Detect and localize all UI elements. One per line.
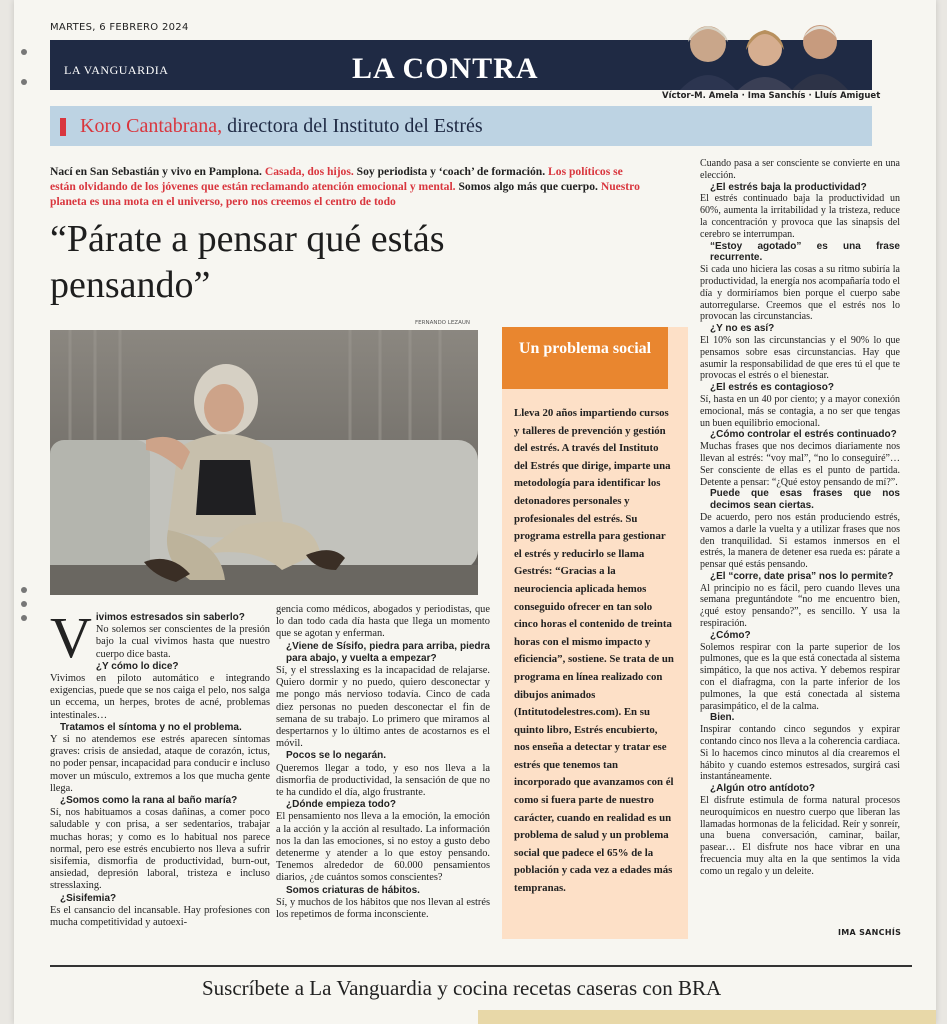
interview-answer: El 10% son las circunstancias y el 90% lo que pensamos sobre esas circunstancias. Hay que asumir la responsabilidad de que eres tú el que te provocas el estrés o el bienestar.	[700, 334, 900, 382]
interview-answer: Si cada uno hiciera las cosas a su ritmo subiría la productividad, la energía nos acompañaría todo el día y dormiríamos bien porque el cuerpo sabe autorregularse. Creemos que el estrés nos lo provocan las circunstancias.	[700, 264, 900, 323]
intro-segment: Nuestro planeta es una mota en el universo, pero nos creemos el centro de todo	[50, 180, 640, 208]
interview-question: ¿Algún otro antídoto?	[710, 783, 815, 795]
authors-byline: Víctor-M. Amela · Ima Sanchís · Lluís Amiguet	[662, 91, 881, 101]
sidebar-box-title: Un problema social	[518, 340, 652, 357]
interview-question: ¿El estrés es contagioso?	[710, 382, 834, 394]
interviewee-name: Koro Cantabrana,	[80, 115, 223, 137]
interview-question: Somos criaturas de hábitos.	[286, 884, 420, 896]
interview-question: Pocos se lo negarán.	[286, 750, 387, 762]
interview-answer: Al principio no es fácil, pero cuando lleves una semana preguntándote “no me encuentro bien, ¿qué estoy pensando?”, es sencillo. Y usa la respiración.	[700, 582, 900, 630]
interview-answer: El pensamiento nos lleva a la emoción, la emoción a la acción y la acción al resultado. La información nos la dan las emociones, si no estoy a gusto debo detenerme y atender a lo que estoy pensando. Tenemos alrededor de 60.000 pensamientos diarios, ¿de cuántos somos conscientes?	[276, 811, 490, 884]
interview-question: Tratamos el síntoma y no el problema.	[60, 721, 242, 733]
interview-answer: Queremos llegar a todo, y eso nos lleva a la dismorfia de productividad, la sensación de que no te ha cundido el día, algo frustrante.	[276, 762, 490, 799]
interview-question: ¿Dónde empieza todo?	[286, 799, 396, 811]
interview-question: ¿Cómo?	[710, 629, 751, 641]
interviewee-bar	[50, 106, 872, 146]
intro-segment: Los políticos se están olvidando de los jóvenes que están reclamando atención emocional y mental.	[50, 165, 623, 193]
interview-question: ¿Cómo controlar el estrés continuado?	[710, 429, 897, 441]
headline: “Párate a pensar qué estás pensando”	[50, 218, 445, 306]
interview-question: Puede que esas frases que nos decimos sean ciertas.	[710, 488, 900, 512]
interview-question: ¿El “corre, date prisa” nos lo permite?	[710, 570, 894, 582]
interview-answer: Vivimos en piloto automático e integrando exigencias, puede que se nos caiga el pelo, nos salga un eccema, un herpes, brotes de acné, problemas intestinales…	[50, 673, 270, 721]
interview-answer: Cuando pasa a ser consciente se convierte en una elección.	[700, 158, 900, 181]
binder-hole	[21, 587, 27, 593]
sidebar-box-text: Lleva 20 años impartiendo cursos y talleres de prevención y gestión del estrés. A través del Instituto del Estrés que dirige, imparte una metodología para identificar los detonadores personales y profesionales del estrés. Su programa estrella para gestionar el estrés y reducirlo se llama Gestrés: “Gracias a la neurociencia aplicada hemos conseguido ofrecer en tan solo cinco horas el contenido de treinta horas con el mismo impacto y eficiencia”, sostiene. Se trata de un programa en línea realizado con dibujos animados (Intitutodelestres.com). En su quinto libro, Estrés encubierto, nos enseña a detectar y tratar ese estrés que tenemos tan incorporado que avanzamos con él como si fuera parte de nuestro carácter, cuando en realidad es un problema de salud y un problema social que padece el 65% de la población y cada vez a edades más tempranas.	[514, 407, 674, 895]
interview-question: ¿Sisifemia?	[60, 892, 117, 904]
interview-answer: De acuerdo, pero nos están produciendo estrés, vamos a darle la vuelta y a utilizar frases que nos den tranquilidad. Si estamos inmersos en el estrés, la manera de detener esa rueda es: párate a pensar qué estás pensando.	[700, 511, 900, 571]
interviewee-heading	[80, 115, 483, 138]
article-column-4	[700, 158, 900, 878]
binder-hole	[21, 79, 27, 85]
advert-strip	[478, 1010, 936, 1024]
binder-hole	[21, 49, 27, 55]
interview-question: ¿Y no es así?	[710, 323, 775, 335]
interview-answer: No solemos ser conscientes de la presión bajo la cual vivimos hasta que nuestro cuerpo dice basta.	[95, 624, 270, 660]
interview-answer: Solemos respirar con la parte superior de los pulmones, que es la que está conectada al sistema simpático, la que nos activa. Y debemos respirar con el diafragma, con la parte inferior de los pulmones, la que está conectada al sistema parasimpático, el de la calma.	[700, 641, 900, 712]
section-title: LA CONTRA	[352, 52, 539, 85]
author-signature: IMA SANCHÍS	[838, 928, 902, 937]
interview-question: “Estoy agotado” es una frase recurrente.	[710, 240, 900, 264]
author-portrait	[738, 30, 792, 90]
interview-answer: El disfrute estimula de forma natural procesos neuroquímicos en nuestro cuerpo que liberan las llamadas hormonas de la felicidad. Reír y sonreír, una buena conversación, caminar, bailar, pasear… El disfrute nos hace vibrar en una frecuencia muy alta en la que sentimos la vida como un regalo y un deleite.	[700, 795, 900, 877]
interview-answer: Sí, y muchos de los hábitos que nos llevan al estrés los repetimos de forma inconsciente.	[276, 896, 490, 921]
interview-answer: Y si no atendemos ese estrés aparecen síntomas graves: crisis de ansiedad, ataque de corazón, ictus, no poder pensar, incapacidad para conducir e incluso mover un músculo, extremos a los que mucha gente llega.	[50, 734, 271, 794]
intro-segment: Somos algo más que cuerpo.	[458, 180, 601, 193]
binder-hole	[21, 615, 27, 621]
interview-question: ¿Somos como la rana al baño maría?	[60, 795, 238, 807]
interview-question: Bien.	[710, 712, 735, 724]
intro-segment: Casada, dos hijos.	[264, 165, 357, 178]
interview-question: ¿Viene de Sísifo, piedra para arriba, piedra para abajo, y vuelta a empezar?	[286, 640, 490, 664]
intro-summary	[50, 164, 650, 209]
authors-photo	[670, 16, 880, 90]
intro-segment: Nací en San Sebastián y vivo en Pamplona.	[50, 165, 265, 178]
promo-banner: Suscríbete a La Vanguardia y cocina recetas caseras con BRA	[202, 976, 722, 1000]
interviewee-role: directora del Instituto del Estrés	[227, 115, 483, 137]
interview-question: ¿Y cómo lo dice?	[95, 660, 179, 672]
article-column-1	[50, 605, 271, 929]
author-portrait	[680, 26, 736, 90]
brand-name: LA VANGUARDIA	[64, 63, 169, 77]
sidebar-box	[502, 327, 688, 939]
divider-rule	[50, 965, 912, 967]
author-portrait	[792, 25, 848, 90]
issue-date: MARTES, 6 FEBRERO 2024	[50, 22, 189, 33]
interview-answer: Inspirar contando cinco segundos y expirar contando cinco nos lleva a la coherencia cardiaca. Si lo hacemos cinco minutos al día crearemos el hábito y cuando estemos estresados, surgirá casi instantáneamente.	[700, 724, 900, 783]
interview-answer: Sí, y el stresslaxing es la incapacidad de relajarse. Quiero dormir y no puedo, quiero desconectar y me pongo más nervioso todavía. Cinco de cada diez personas no pueden desconectar el fin de semana de su trabajo. Lo primero que miramos al despertarnos y lo último antes de acostarnos es el móvil.	[276, 665, 490, 750]
binder-holes	[14, 0, 34, 1024]
drop-cap: V	[50, 605, 92, 670]
interview-answer: Es el cansancio del incansable. Hay profesiones con mucha competitividad y autoexi-	[50, 904, 270, 929]
photo-credit: FERNANDO LEZAUN	[415, 320, 470, 326]
interview-answer: Muchas frases que nos decimos diariamente nos llevan al estrés: “voy mal”, “no lo conseguiré”… Ser consciente de ellas es el punto de partida. Detente a pensar: “¿Qué estoy pensando de mí?”.	[700, 441, 900, 488]
interview-answer: El estrés continuado baja la productividad un 60%, aumenta la irritabilidad y la tristeza, reduce la concentración y provoca que las sinapsis del cerebro se interrumpan.	[700, 193, 900, 240]
interview-answer: gencia como médicos, abogados y periodistas, que lo dan todo cada día hasta que llega un momento que se agotan y enferman.	[276, 604, 490, 640]
red-marker	[60, 118, 66, 136]
interview-question: ¿El estrés baja la productividad?	[710, 181, 867, 193]
interviewee-photo	[50, 330, 478, 595]
sidebar-box-header	[502, 327, 668, 389]
intro-segment: Soy periodista y ‘coach’ de formación.	[356, 165, 549, 178]
interview-question: ivimos estresados sin saberlo?	[95, 612, 245, 623]
interview-answer: Sí, nos habituamos a cosas dañinas, a comer poco saludable y con prisa, a ser sedentarios, trabajar muchas horas; y como es lo habitual nos parece normal, pero ese estrés encubierto nos lleva a sufrir sisifemia, dismorfia de productividad, burn-out, ansiedad, depresión laboral, tristeza e incluso stresslaxing.	[50, 807, 270, 892]
binder-hole	[21, 601, 27, 607]
interview-answer: Sí, hasta en un 40 por ciento; y a mayor conexión emocional, más se contagia, a no ser que tengas un buen equilibrio emocional.	[700, 393, 900, 429]
article-column-2	[276, 604, 490, 921]
